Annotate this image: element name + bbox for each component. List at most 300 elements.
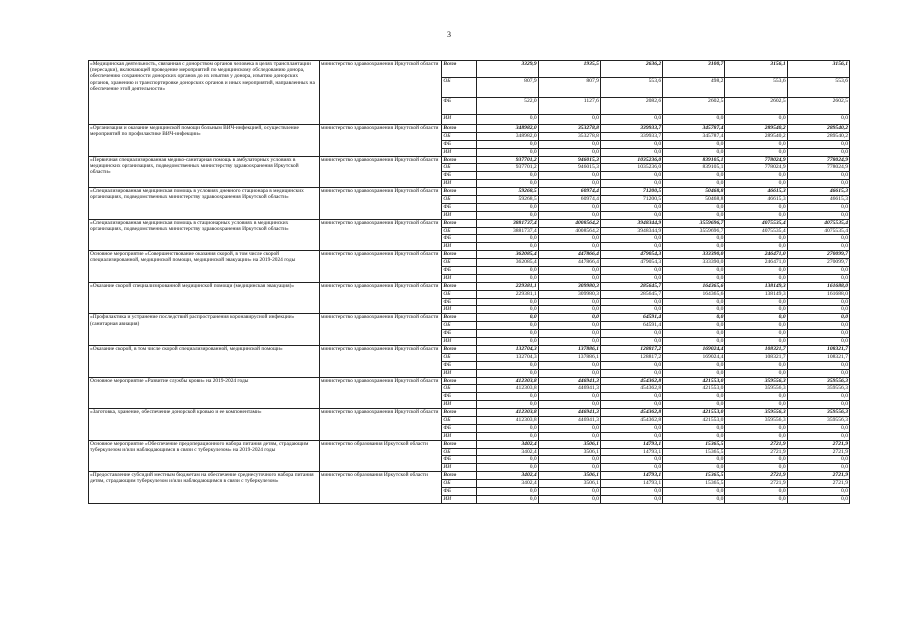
amount-cell: 0,0	[476, 306, 538, 314]
amount-cell: 359556,3	[787, 416, 849, 424]
amount-cell: 421553,0	[663, 377, 725, 385]
amount-cell: 937701,2	[476, 164, 538, 172]
amount-cell: 2602,5	[725, 98, 787, 115]
funding-source-label: Всего	[442, 314, 476, 322]
amount-cell: 0,0	[787, 330, 849, 338]
amount-cell: 2721,9	[787, 440, 849, 448]
amount-cell: 0,0	[725, 322, 787, 330]
amount-cell: 359556,3	[787, 409, 849, 417]
funding-source-label: ИИ	[442, 495, 476, 503]
amount-cell: 0,0	[476, 148, 538, 156]
amount-cell: 15365,5	[663, 480, 725, 488]
amount-cell: 169024,4	[663, 345, 725, 353]
amount-cell: 0,0	[538, 148, 600, 156]
amount-cell: 0,0	[538, 361, 600, 369]
amount-cell: 3506,1	[538, 448, 600, 456]
funding-source-label: ОБ	[442, 322, 476, 330]
amount-cell: 0,0	[538, 298, 600, 306]
amount-cell: 0,0	[725, 369, 787, 377]
amount-cell: 0,0	[663, 495, 725, 503]
funding-source-label: Всего	[442, 440, 476, 448]
amount-cell: 0,0	[476, 322, 538, 330]
amount-cell: 0,0	[663, 180, 725, 188]
amount-cell: 0,0	[787, 140, 849, 148]
amount-cell: 0,0	[663, 203, 725, 211]
funding-source-label: ОБ	[442, 290, 476, 298]
amount-cell: 0,0	[725, 298, 787, 306]
amount-cell: 0,0	[787, 495, 849, 503]
amount-cell: 0,0	[538, 322, 600, 330]
amount-cell: 553,6	[787, 78, 849, 98]
amount-cell: 0,0	[663, 306, 725, 314]
amount-cell: 0,0	[787, 115, 849, 125]
table-row-total	[89, 188, 850, 196]
amount-cell: 553,6	[725, 78, 787, 98]
funding-source-label: Всего	[442, 188, 476, 196]
amount-cell: 0,0	[787, 211, 849, 219]
amount-cell: 0,0	[600, 401, 662, 409]
amount-cell: 778024,9	[787, 156, 849, 164]
amount-cell: 0,0	[725, 115, 787, 125]
amount-cell: 0,0	[476, 140, 538, 148]
amount-cell: 0,0	[663, 361, 725, 369]
amount-cell: 0,0	[725, 464, 787, 472]
amount-cell: 0,0	[725, 140, 787, 148]
amount-cell: 0,0	[725, 401, 787, 409]
amount-cell: 0,0	[600, 172, 662, 180]
amount-cell: 454362,8	[600, 409, 662, 417]
amount-cell: 14793,1	[600, 440, 662, 448]
amount-cell: 3506,1	[538, 480, 600, 488]
amount-cell: 169024,4	[663, 353, 725, 361]
amount-cell: 0,0	[538, 456, 600, 464]
amount-cell: 0,0	[663, 148, 725, 156]
executor-name: министерство здравоохранения Иркутской области	[319, 345, 441, 377]
amount-cell: 64591,4	[600, 314, 662, 322]
funding-source-label: ОБ	[442, 353, 476, 361]
amount-cell: 285645,7	[600, 282, 662, 290]
amount-cell: 3402,4	[476, 448, 538, 456]
table-row-total	[89, 282, 850, 290]
amount-cell: 60974,4	[538, 196, 600, 204]
amount-cell: 0,0	[787, 338, 849, 346]
amount-cell: 0,0	[663, 211, 725, 219]
amount-cell: 778024,9	[725, 156, 787, 164]
executor-name: министерство здравоохранения Иркутской области	[319, 61, 441, 125]
funding-source-label: ОБ	[442, 164, 476, 172]
funding-source-label: Всего	[442, 219, 476, 227]
amount-cell: 447866,4	[538, 251, 600, 259]
amount-cell: 0,0	[663, 401, 725, 409]
amount-cell: 362085,4	[476, 251, 538, 259]
amount-cell: 128817,2	[600, 345, 662, 353]
amount-cell: 0,0	[600, 180, 662, 188]
funding-source-label: ОБ	[442, 416, 476, 424]
amount-cell: 0,0	[600, 338, 662, 346]
amount-cell: 0,0	[538, 203, 600, 211]
amount-cell: 359556,3	[725, 409, 787, 417]
amount-cell: 0,0	[787, 456, 849, 464]
amount-cell: 3506,1	[538, 472, 600, 480]
amount-cell: 0,0	[476, 211, 538, 219]
amount-cell: 289540,2	[787, 125, 849, 133]
activity-name: «Медицинская деятельность, связанная с донорством органов человека в целях трансплантации (пересадки), включающей проведение мероприятий по медицинскому обследованию донора, обеспечению сохранности донорских органов до их изъятия у донора, изъятию донорских органов, хранению и транспортировке донорских органов и иных мероприятий, направленных на обеспечение этой деятельности»	[89, 61, 320, 125]
amount-cell: 0,0	[600, 432, 662, 440]
table-row-total	[89, 345, 850, 353]
amount-cell: 778024,9	[725, 164, 787, 172]
amount-cell: 3402,4	[476, 440, 538, 448]
amount-cell: 0,0	[600, 267, 662, 275]
amount-cell: 0,0	[538, 330, 600, 338]
activity-name: «Первичная специализированная медико-санитарная помощь в амбулаторных условиях в медицинских организациях, подведомственных министерству здравоохранения Иркутской области»	[89, 156, 320, 188]
activity-name: «Специализированная медицинская помощь в стационарных условиях в медицинских организациях, подведомственных министерству здравоохранения Иркутской области»	[89, 219, 320, 251]
amount-cell: 0,0	[725, 393, 787, 401]
amount-cell: 421553,0	[663, 385, 725, 393]
funding-source-label: ИИ	[442, 338, 476, 346]
amount-cell: 0,0	[787, 464, 849, 472]
funding-source-label: ФБ	[442, 393, 476, 401]
amount-cell: 289540,2	[725, 125, 787, 133]
amount-cell: 0,0	[538, 432, 600, 440]
amount-cell: 0,0	[600, 235, 662, 243]
amount-cell: 0,0	[538, 314, 600, 322]
amount-cell: 2721,9	[787, 472, 849, 480]
amount-cell: 0,0	[663, 172, 725, 180]
executor-name: министерство здравоохранения Иркутской области	[319, 282, 441, 314]
amount-cell: 0,0	[538, 487, 600, 495]
amount-cell: 778024,9	[787, 164, 849, 172]
amount-cell: 0,0	[725, 330, 787, 338]
amount-cell: 0,0	[538, 180, 600, 188]
funding-source-label: ФБ	[442, 487, 476, 495]
amount-cell: 359556,3	[725, 377, 787, 385]
amount-cell: 522,0	[476, 98, 538, 115]
amount-cell: 0,0	[663, 235, 725, 243]
activity-name: «Оказание скорой специализированной медицинской помощи (медицинская эвакуация)»	[89, 282, 320, 314]
amount-cell: 0,0	[787, 361, 849, 369]
executor-name: министерство здравоохранения Иркутской области	[319, 156, 441, 188]
amount-cell: 0,0	[476, 243, 538, 251]
amount-cell: 0,0	[787, 298, 849, 306]
amount-cell: 0,0	[538, 338, 600, 346]
funding-source-label: ОБ	[442, 132, 476, 140]
amount-cell: 0,0	[725, 306, 787, 314]
amount-cell: 553,6	[600, 78, 662, 98]
funding-source-label: ФБ	[442, 424, 476, 432]
page-number: 3	[447, 30, 451, 39]
amount-cell: 0,0	[725, 211, 787, 219]
funding-source-label: Всего	[442, 61, 476, 78]
amount-cell: 0,0	[600, 361, 662, 369]
amount-cell: 447866,4	[538, 259, 600, 267]
funding-source-label: ОБ	[442, 227, 476, 235]
amount-cell: 2721,9	[787, 480, 849, 488]
amount-cell: 0,0	[725, 338, 787, 346]
funding-source-label: ФБ	[442, 235, 476, 243]
amount-cell: 0,0	[538, 401, 600, 409]
amount-cell: 15365,5	[663, 448, 725, 456]
amount-cell: 15365,5	[663, 440, 725, 448]
amount-cell: 3156,1	[787, 61, 849, 78]
amount-cell: 839105,1	[663, 164, 725, 172]
amount-cell: 0,0	[663, 115, 725, 125]
amount-cell: 0,0	[476, 338, 538, 346]
amount-cell: 353278,8	[538, 132, 600, 140]
amount-cell: 0,0	[538, 495, 600, 503]
amount-cell: 345787,4	[663, 125, 725, 133]
budget-table	[88, 60, 850, 504]
amount-cell: 0,0	[725, 267, 787, 275]
amount-cell: 229381,1	[476, 282, 538, 290]
amount-cell: 0,0	[476, 267, 538, 275]
amount-cell: 0,0	[476, 235, 538, 243]
amount-cell: 0,0	[538, 306, 600, 314]
funding-source-label: Всего	[442, 409, 476, 417]
amount-cell: 0,0	[787, 203, 849, 211]
amount-cell: 108321,7	[787, 345, 849, 353]
executor-name: министерство образования Иркутской области	[319, 472, 441, 504]
funding-source-label: Всего	[442, 251, 476, 259]
amount-cell: 0,0	[663, 424, 725, 432]
amount-cell: 0,0	[787, 274, 849, 282]
amount-cell: 0,0	[663, 298, 725, 306]
amount-cell: 3948344,9	[600, 219, 662, 227]
funding-source-label: ИИ	[442, 401, 476, 409]
amount-cell: 4008564,2	[538, 219, 600, 227]
amount-cell: 0,0	[787, 393, 849, 401]
amount-cell: 479054,3	[600, 251, 662, 259]
amount-cell: 0,0	[476, 393, 538, 401]
amount-cell: 0,0	[476, 330, 538, 338]
amount-cell: 807,9	[476, 78, 538, 98]
amount-cell: 0,0	[476, 464, 538, 472]
amount-cell: 46615,3	[787, 196, 849, 204]
funding-source-label: ИИ	[442, 115, 476, 125]
amount-cell: 454362,8	[600, 377, 662, 385]
amount-cell: 0,0	[787, 306, 849, 314]
amount-cell: 0,0	[476, 432, 538, 440]
amount-cell: 2721,9	[725, 472, 787, 480]
amount-cell: 0,0	[725, 243, 787, 251]
amount-cell: 807,9	[538, 78, 600, 98]
funding-source-label: ИИ	[442, 369, 476, 377]
activity-name: Основное мероприятие «Обеспечение предоперационного набора питания детям, страдающим туберкулезом и/или наблюдающимся в связи с туберкулезом» на 2019-2024 годы	[89, 440, 320, 472]
funding-source-label: ФБ	[442, 330, 476, 338]
table-row-total	[89, 377, 850, 385]
amount-cell: 454362,8	[600, 385, 662, 393]
amount-cell: 3559696,7	[663, 227, 725, 235]
amount-cell: 446941,3	[538, 385, 600, 393]
activity-name: «Оказание скорой, в том числе скорой специализированной, медицинской помощи»	[89, 345, 320, 377]
activity-name: «Предоставление субсидий местным бюджетам на обеспечение среднесуточного набора питания детям, страдающим туберкулезом и/или наблюдающимся в связи с туберкулезом»	[89, 472, 320, 504]
amount-cell: 0,0	[538, 235, 600, 243]
amount-cell: 46615,3	[725, 196, 787, 204]
amount-cell: 0,0	[476, 172, 538, 180]
amount-cell: 353278,8	[538, 125, 600, 133]
amount-cell: 1127,6	[538, 98, 600, 115]
amount-cell: 0,0	[787, 432, 849, 440]
amount-cell: 0,0	[787, 487, 849, 495]
amount-cell: 0,0	[538, 424, 600, 432]
amount-cell: 359556,3	[787, 377, 849, 385]
amount-cell: 3948344,9	[600, 227, 662, 235]
amount-cell: 0,0	[600, 115, 662, 125]
amount-cell: 0,0	[600, 274, 662, 282]
activity-name: Основное мероприятие «Развитие службы крови» на 2019-2024 годы	[89, 377, 320, 409]
amount-cell: 0,0	[725, 180, 787, 188]
amount-cell: 0,0	[476, 369, 538, 377]
funding-source-label: ОБ	[442, 259, 476, 267]
amount-cell: 14793,1	[600, 448, 662, 456]
amount-cell: 0,0	[476, 115, 538, 125]
funding-source-label: ИИ	[442, 180, 476, 188]
amount-cell: 0,0	[663, 322, 725, 330]
amount-cell: 161688,0	[787, 282, 849, 290]
funding-source-label: ИИ	[442, 148, 476, 156]
funding-source-label: ИИ	[442, 464, 476, 472]
amount-cell: 0,0	[663, 393, 725, 401]
amount-cell: 362085,4	[476, 259, 538, 267]
amount-cell: 0,0	[476, 495, 538, 503]
funding-source-label: ИИ	[442, 211, 476, 219]
amount-cell: 0,0	[725, 432, 787, 440]
amount-cell: 164365,6	[663, 282, 725, 290]
table-row-total	[89, 219, 850, 227]
amount-cell: 0,0	[600, 243, 662, 251]
amount-cell: 0,0	[600, 495, 662, 503]
funding-source-label: ИИ	[442, 243, 476, 251]
table-row-total	[89, 156, 850, 164]
funding-source-label: ФБ	[442, 172, 476, 180]
amount-cell: 0,0	[725, 456, 787, 464]
amount-cell: 108321,7	[787, 353, 849, 361]
amount-cell: 0,0	[663, 487, 725, 495]
amount-cell: 0,0	[476, 298, 538, 306]
amount-cell: 246471,0	[725, 259, 787, 267]
amount-cell: 2602,5	[663, 98, 725, 115]
amount-cell: 0,0	[787, 172, 849, 180]
amount-cell: 359556,3	[725, 385, 787, 393]
executor-name: министерство здравоохранения Иркутской области	[319, 251, 441, 283]
amount-cell: 0,0	[476, 456, 538, 464]
amount-cell: 412303,8	[476, 385, 538, 393]
amount-cell: 1035236,0	[600, 156, 662, 164]
amount-cell: 1935,5	[538, 61, 600, 78]
amount-cell: 0,0	[600, 424, 662, 432]
amount-cell: 412303,8	[476, 409, 538, 417]
amount-cell: 333390,0	[663, 259, 725, 267]
amount-cell: 0,0	[663, 274, 725, 282]
amount-cell: 137886,1	[538, 345, 600, 353]
amount-cell: 246471,0	[725, 251, 787, 259]
amount-cell: 0,0	[538, 115, 600, 125]
amount-cell: 50468,8	[663, 196, 725, 204]
funding-source-label: Всего	[442, 345, 476, 353]
funding-source-label: Всего	[442, 377, 476, 385]
amount-cell: 3881737,4	[476, 219, 538, 227]
amount-cell: 0,0	[787, 148, 849, 156]
amount-cell: 0,0	[725, 148, 787, 156]
amount-cell: 412303,8	[476, 416, 538, 424]
amount-cell: 137886,1	[538, 353, 600, 361]
amount-cell: 270099,7	[787, 251, 849, 259]
amount-cell: 14793,1	[600, 472, 662, 480]
amount-cell: 0,0	[663, 314, 725, 322]
executor-name: министерство здравоохранения Иркутской области	[319, 314, 441, 346]
amount-cell: 0,0	[787, 267, 849, 275]
amount-cell: 309980,3	[538, 290, 600, 298]
amount-cell: 289540,2	[725, 132, 787, 140]
amount-cell: 0,0	[787, 424, 849, 432]
amount-cell: 0,0	[663, 330, 725, 338]
amount-cell: 0,0	[538, 393, 600, 401]
funding-source-label: ФБ	[442, 361, 476, 369]
executor-name: министерство здравоохранения Иркутской области	[319, 377, 441, 409]
amount-cell: 0,0	[787, 180, 849, 188]
funding-source-label: ИИ	[442, 306, 476, 314]
amount-cell: 0,0	[600, 306, 662, 314]
executor-name: министерство здравоохранения Иркутской области	[319, 219, 441, 251]
amount-cell: 0,0	[663, 267, 725, 275]
amount-cell: 4075535,4	[787, 227, 849, 235]
executor-name: министерство здравоохранения Иркутской области	[319, 125, 441, 157]
amount-cell: 0,0	[600, 456, 662, 464]
funding-source-label: ФБ	[442, 140, 476, 148]
amount-cell: 0,0	[725, 361, 787, 369]
amount-cell: 0,0	[725, 235, 787, 243]
amount-cell: 0,0	[538, 274, 600, 282]
amount-cell: 285645,7	[600, 290, 662, 298]
amount-cell: 0,0	[663, 456, 725, 464]
amount-cell: 3402,4	[476, 472, 538, 480]
amount-cell: 138149,3	[725, 290, 787, 298]
funding-source-label: ОБ	[442, 480, 476, 488]
funding-source-label: ИИ	[442, 432, 476, 440]
amount-cell: 421553,0	[663, 409, 725, 417]
amount-cell: 128817,2	[600, 353, 662, 361]
table-row-total	[89, 61, 850, 78]
funding-source-label: ОБ	[442, 385, 476, 393]
amount-cell: 333390,0	[663, 251, 725, 259]
amount-cell: 0,0	[725, 424, 787, 432]
table-row-total	[89, 125, 850, 133]
amount-cell: 2721,9	[787, 448, 849, 456]
amount-cell: 270099,7	[787, 259, 849, 267]
funding-source-label: Всего	[442, 156, 476, 164]
amount-cell: 0,0	[663, 338, 725, 346]
amount-cell: 0,0	[600, 140, 662, 148]
amount-cell: 0,0	[476, 361, 538, 369]
executor-name: министерство здравоохранения Иркутской области	[319, 188, 441, 220]
amount-cell: 3506,1	[538, 440, 600, 448]
amount-cell: 454362,8	[600, 416, 662, 424]
amount-cell: 0,0	[600, 487, 662, 495]
amount-cell: 0,0	[787, 369, 849, 377]
amount-cell: 0,0	[476, 401, 538, 409]
amount-cell: 2636,2	[600, 61, 662, 78]
amount-cell: 0,0	[600, 203, 662, 211]
amount-cell: 0,0	[476, 203, 538, 211]
amount-cell: 0,0	[538, 211, 600, 219]
amount-cell: 412303,8	[476, 377, 538, 385]
amount-cell: 108321,7	[725, 345, 787, 353]
amount-cell: 4008564,2	[538, 227, 600, 235]
activity-name: Основное мероприятие «Совершенствование оказания скорой, в том числе скорой специализированной, медицинской помощи, медицинской эвакуации» на 2019-2024 годы	[89, 251, 320, 283]
amount-cell: 348982,0	[476, 132, 538, 140]
amount-cell: 0,0	[538, 267, 600, 275]
funding-source-label: Всего	[442, 282, 476, 290]
amount-cell: 64591,4	[600, 322, 662, 330]
